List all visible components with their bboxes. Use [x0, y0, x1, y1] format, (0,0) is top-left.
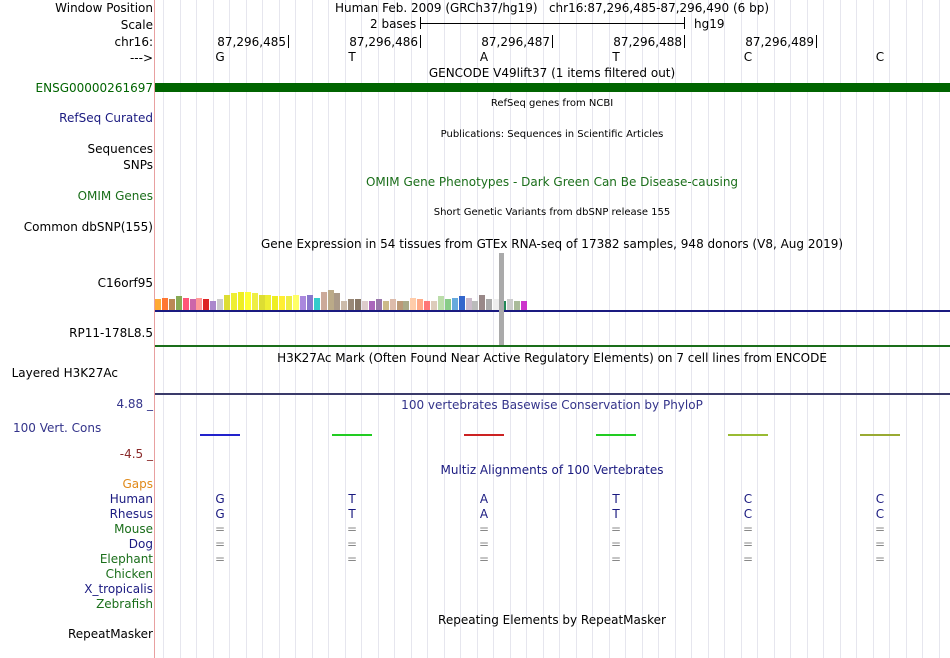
gtex-tissue-bar[interactable] [479, 295, 485, 310]
ruler-tick-label: 87,296,487 [481, 35, 550, 49]
grid-line [889, 0, 890, 658]
grid-line [246, 0, 247, 658]
grid-line [229, 0, 230, 658]
gtex-tissue-bar[interactable] [355, 299, 361, 310]
multiz-base: = [346, 537, 358, 551]
grid-line [279, 0, 280, 658]
multiz-base: = [874, 537, 886, 551]
reference-base: T [612, 50, 620, 64]
gtex-tissue-bar[interactable] [252, 293, 258, 310]
gtex-tissue-bar[interactable] [245, 292, 251, 310]
multiz-base: T [612, 492, 620, 506]
multiz-base: = [874, 552, 886, 566]
grid-line [691, 0, 692, 658]
grid-line [856, 0, 857, 658]
multiz-base: C [743, 507, 753, 521]
gtex-tissue-bar[interactable] [279, 296, 285, 310]
gtex-tissue-bar[interactable] [183, 298, 189, 310]
repeatmasker-label[interactable]: RepeatMasker [67, 627, 153, 641]
phylop-score-mark [464, 434, 504, 436]
gtex-tissue-bar[interactable] [203, 299, 209, 310]
gtex-tissue-bar[interactable] [162, 298, 168, 310]
phylop-score-mark [200, 434, 240, 436]
gencode-gene-label[interactable]: ENSG00000261697 [35, 81, 153, 95]
reference-base: C [743, 50, 753, 64]
refseq-label[interactable]: RefSeq Curated [59, 111, 153, 125]
multiz-base: G [215, 507, 225, 521]
grid-line [823, 0, 824, 658]
label-column-divider [154, 0, 155, 658]
multiz-base: = [742, 537, 754, 551]
grid-line [427, 0, 428, 658]
multiz-base: = [478, 552, 490, 566]
multiz-species-label[interactable]: Mouse [114, 522, 153, 536]
gencode-title: GENCODE V49lift37 (1 items filtered out) [428, 66, 676, 80]
gtex-gene1-baseline [155, 310, 950, 312]
multiz-base: = [214, 522, 226, 536]
gtex-tissue-bar[interactable] [155, 299, 161, 310]
reference-base: C [875, 50, 885, 64]
multiz-base: A [479, 507, 489, 521]
scale-bases: 2 bases [370, 17, 417, 31]
multiz-base: C [875, 507, 885, 521]
multiz-title: Multiz Alignments of 100 Vertebrates [440, 463, 664, 477]
multiz-base: = [346, 522, 358, 536]
grid-line [757, 0, 758, 658]
grid-line [295, 0, 296, 658]
refseq-title: RefSeq genes from NCBI [490, 98, 614, 109]
multiz-base: = [214, 552, 226, 566]
dbsnp-title: Short Genetic Variants from dbSNP release 155 [433, 207, 671, 218]
phylop-max: 4.88 _ [116, 397, 153, 411]
phylop-score-mark [332, 434, 372, 436]
gtex-tissue-bar[interactable] [376, 299, 382, 310]
gtex-tissue-bar[interactable] [224, 295, 230, 310]
phylop-min: -4.5 _ [119, 447, 153, 461]
gtex-tissue-bar[interactable] [334, 293, 340, 310]
omim-label[interactable]: OMIM Genes [77, 189, 153, 203]
h3k27ac-title: H3K27Ac Mark (Often Found Near Active Regulatory Elements) on 7 cell lines from ENCODE [277, 351, 827, 365]
ruler-tick [816, 35, 817, 48]
multiz-base: G [215, 492, 225, 506]
multiz-base: C [875, 492, 885, 506]
ruler-tick-label: 87,296,488 [613, 35, 682, 49]
grid-line [460, 0, 461, 658]
reference-base: G [215, 50, 225, 64]
multiz-base: = [214, 537, 226, 551]
grid-line [790, 0, 791, 658]
gtex-tissue-bar[interactable] [348, 299, 354, 310]
gtex-gene2-baseline [155, 345, 950, 347]
ruler-tick-label: 87,296,486 [349, 35, 418, 49]
multiz-base: T [348, 507, 356, 521]
grid-line [774, 0, 775, 658]
multiz-base: T [612, 507, 620, 521]
gtex-tissue-bar[interactable] [286, 296, 292, 310]
multiz-base: = [346, 552, 358, 566]
publications-label[interactable]: Sequences [87, 142, 153, 156]
gtex-tissue-bar[interactable] [265, 295, 271, 310]
gtex-tissue-bar[interactable] [293, 295, 299, 310]
multiz-species-label[interactable]: Zebrafish [96, 597, 153, 611]
scale-bar [420, 23, 684, 24]
multiz-base: = [610, 537, 622, 551]
grid-line [642, 0, 643, 658]
ruler-tick [420, 35, 421, 48]
grid-line [939, 0, 940, 658]
multiz-species-label[interactable]: Chicken [105, 567, 153, 581]
gtex-tissue-bar[interactable] [445, 299, 451, 310]
window-position-label: Window Position [55, 1, 153, 15]
gtex-tissue-bar[interactable] [196, 298, 202, 310]
reference-base: T [348, 50, 356, 64]
ruler-tick-label: 87,296,485 [217, 35, 286, 49]
gtex-tissue-bar[interactable] [438, 296, 444, 310]
grid-line [213, 0, 214, 658]
gtex-tissue-bar[interactable] [176, 296, 182, 310]
gtex-tissue-bar[interactable] [341, 301, 347, 310]
gtex-tissue-bar[interactable] [210, 301, 216, 310]
grid-line [807, 0, 808, 658]
multiz-base: = [478, 537, 490, 551]
ruler-tick [288, 35, 289, 48]
grid-line [477, 0, 478, 658]
repeatmasker-title: Repeating Elements by RepeatMasker [438, 613, 666, 627]
scale-label: Scale [120, 18, 153, 32]
grid-line [180, 0, 181, 658]
grid-line [163, 0, 164, 658]
gencode-gene-bar[interactable] [155, 83, 950, 92]
grid-line [625, 0, 626, 658]
phylop-title: 100 vertebrates Basewise Conservation by PhyloP [401, 398, 703, 412]
dbsnp-label[interactable]: Common dbSNP(155) [23, 220, 153, 234]
grid-line [345, 0, 346, 658]
grid-line [312, 0, 313, 658]
gtex-tissue-bar[interactable] [272, 296, 278, 310]
multiz-base: = [742, 522, 754, 536]
grid-line [196, 0, 197, 658]
multiz-gaps-label[interactable]: Gaps [122, 477, 153, 491]
gtex-tissue-bar[interactable] [217, 299, 223, 310]
gtex-gene2-label[interactable]: RP11-178L8.5 [69, 326, 153, 340]
multiz-base: = [478, 522, 490, 536]
multiz-base: = [610, 522, 622, 536]
gtex-tissue-bar[interactable] [424, 301, 430, 310]
gtex-tissue-bar[interactable] [459, 296, 465, 310]
phylop-score-mark [860, 434, 900, 436]
multiz-base: = [742, 552, 754, 566]
ruler-tick [552, 35, 553, 48]
grid-line [741, 0, 742, 658]
gtex-tissue-bar[interactable] [300, 296, 306, 310]
grid-line [675, 0, 676, 658]
gtex-tissue-bar[interactable] [486, 299, 492, 310]
phylop-score-mark [596, 434, 636, 436]
gtex-tissue-bar[interactable] [314, 298, 320, 310]
ruler-tick-label: 87,296,489 [745, 35, 814, 49]
gtex-expression-bars[interactable] [155, 253, 555, 310]
gtex-tissue-bar[interactable] [169, 299, 175, 310]
grid-line [262, 0, 263, 658]
grid-line [394, 0, 395, 658]
grid-line [361, 0, 362, 658]
multiz-species-label[interactable]: Rhesus [109, 507, 153, 521]
grid-line [328, 0, 329, 658]
gtex-tissue-bar[interactable] [307, 295, 313, 310]
grid-line [906, 0, 907, 658]
grid-line [724, 0, 725, 658]
multiz-base: A [479, 492, 489, 506]
gtex-tissue-bar[interactable] [452, 298, 458, 310]
grid-line [922, 0, 923, 658]
grid-line [873, 0, 874, 658]
phylop-score-mark [728, 434, 768, 436]
grid-line [444, 0, 445, 658]
gtex-tissue-bar[interactable] [431, 301, 437, 310]
scale-assembly: hg19 [694, 17, 725, 31]
gtex-tissue-bar[interactable] [521, 301, 527, 310]
grid-line [658, 0, 659, 658]
grid-line [840, 0, 841, 658]
gtex-tissue-bar[interactable] [390, 299, 396, 310]
chrom-label: chr16: [114, 35, 153, 49]
gtex-gene-marker [499, 253, 504, 345]
multiz-species-label[interactable]: Dog [128, 537, 153, 551]
window-position-value: Human Feb. 2009 (GRCh37/hg19) chr16:87,296,485-87,296,490 (6 bp) [334, 1, 770, 15]
gtex-tissue-bar[interactable] [231, 293, 237, 310]
gtex-tissue-bar[interactable] [417, 299, 423, 310]
gtex-tissue-bar[interactable] [403, 301, 409, 310]
reference-base: A [479, 50, 489, 64]
multiz-species-label[interactable]: Human [109, 492, 153, 506]
grid-line [378, 0, 379, 658]
strand-arrow-label: ---> [129, 51, 153, 65]
ruler-tick [684, 35, 685, 48]
omim-title: OMIM Gene Phenotypes - Dark Green Can Be Disease-causing [365, 175, 739, 189]
gtex-tissue-bar[interactable] [410, 298, 416, 310]
scale-bar-left-tick [420, 17, 421, 29]
multiz-species-label[interactable]: Elephant [99, 552, 153, 566]
gtex-tissue-bar[interactable] [362, 301, 368, 310]
h3k27ac-baseline [155, 393, 950, 395]
publications-title: Publications: Sequences in Scientific Articles [440, 129, 664, 140]
gtex-tissue-bar[interactable] [472, 301, 478, 310]
multiz-base: = [610, 552, 622, 566]
gtex-gene1-label[interactable]: C16orf95 [97, 276, 153, 290]
gtex-tissue-bar[interactable] [369, 301, 375, 310]
gtex-tissue-bar[interactable] [507, 299, 513, 310]
grid-line [411, 0, 412, 658]
multiz-base: C [743, 492, 753, 506]
phylop-label[interactable]: 100 Vert. Cons [13, 421, 102, 435]
multiz-species-label[interactable]: X_tropicalis [84, 582, 153, 596]
snps-label[interactable]: SNPs [123, 158, 153, 172]
multiz-base: = [874, 522, 886, 536]
gtex-tissue-bar[interactable] [383, 301, 389, 310]
gtex-title: Gene Expression in 54 tissues from GTEx RNA-seq of 17382 samples, 948 donors (V8, Aug 2019) [260, 237, 844, 251]
scale-bar-right-tick [684, 17, 685, 29]
gtex-tissue-bar[interactable] [321, 292, 327, 310]
gtex-tissue-bar[interactable] [514, 301, 520, 310]
gtex-tissue-bar[interactable] [238, 292, 244, 310]
multiz-base: T [348, 492, 356, 506]
grid-line [708, 0, 709, 658]
h3k27ac-label[interactable]: Layered H3K27Ac [11, 366, 118, 380]
